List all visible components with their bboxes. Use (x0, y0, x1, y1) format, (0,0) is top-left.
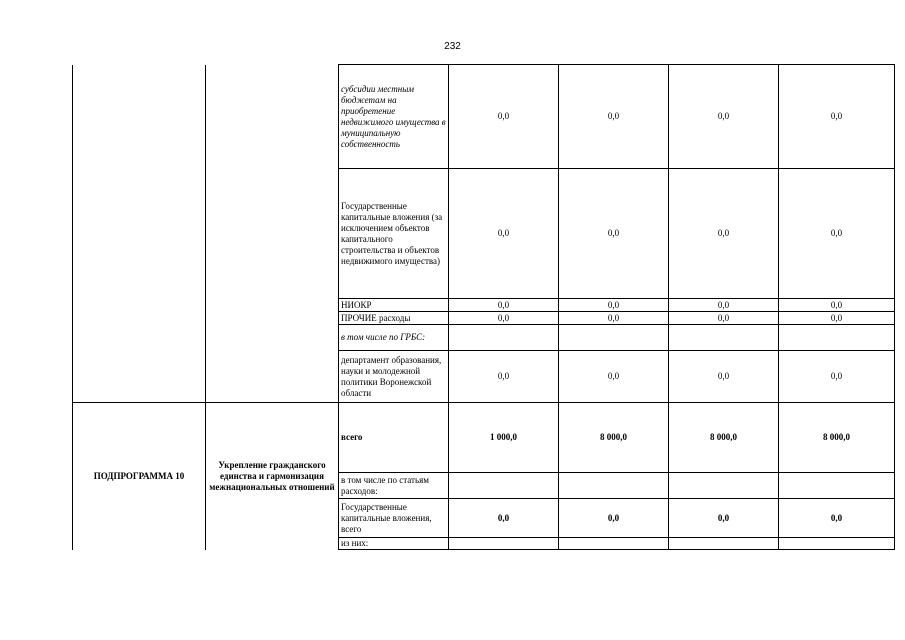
value-cell: 0,0 (669, 299, 779, 312)
row-label: ПРОЧИЕ расходы (339, 312, 449, 325)
value-cell (779, 538, 895, 550)
table-row (73, 403, 895, 473)
value-cell: 0,0 (449, 169, 559, 299)
value-cell: 0,0 (779, 65, 895, 169)
value-cell: 0,0 (669, 169, 779, 299)
value-cell: 0,0 (559, 351, 669, 403)
row-label: Государственные капитальные вложения (за исключением объектов капитального строительства и объектов недвижимого имущества) (339, 169, 449, 299)
value-cell (449, 325, 559, 351)
row-label: всего (339, 403, 449, 473)
subprogram-name: Укрепление гражданского единства и гармонизация межнациональных отношений (206, 403, 339, 550)
value-cell (559, 325, 669, 351)
program-code-cell (73, 65, 206, 403)
value-cell: 0,0 (669, 499, 779, 538)
value-cell: 0,0 (669, 65, 779, 169)
value-cell: 0,0 (449, 299, 559, 312)
value-cell (669, 473, 779, 499)
value-cell (779, 325, 895, 351)
value-cell: 8 000,0 (669, 403, 779, 473)
value-cell: 0,0 (669, 351, 779, 403)
row-label: в том числе по ГРБС: (339, 325, 449, 351)
value-cell (449, 538, 559, 550)
value-cell: 0,0 (779, 312, 895, 325)
budget-table (72, 64, 895, 550)
value-cell: 0,0 (559, 169, 669, 299)
value-cell: 0,0 (779, 169, 895, 299)
value-cell (669, 325, 779, 351)
row-label: Государственные капитальные вложения, всего (339, 499, 449, 538)
value-cell: 0,0 (449, 499, 559, 538)
value-cell: 0,0 (449, 351, 559, 403)
value-cell: 0,0 (779, 351, 895, 403)
program-name-cell (206, 65, 339, 403)
value-cell (559, 473, 669, 499)
value-cell (669, 538, 779, 550)
row-label: из них: (339, 538, 449, 550)
value-cell (449, 473, 559, 499)
value-cell: 8 000,0 (559, 403, 669, 473)
value-cell: 0,0 (559, 299, 669, 312)
value-cell: 0,0 (449, 312, 559, 325)
value-cell: 0,0 (559, 65, 669, 169)
value-cell: 0,0 (559, 312, 669, 325)
value-cell: 0,0 (559, 499, 669, 538)
page-number: 232 (444, 41, 461, 52)
value-cell (779, 473, 895, 499)
subprogram-code: ПОДПРОГРАММА 10 (73, 403, 206, 550)
value-cell: 0,0 (779, 499, 895, 538)
row-label: департамент образования, науки и молодежной политики Воронежской области (339, 351, 449, 403)
row-label: в том числе по статьям расходов: (339, 473, 449, 499)
value-cell: 0,0 (669, 312, 779, 325)
value-cell: 0,0 (449, 65, 559, 169)
value-cell: 1 000,0 (449, 403, 559, 473)
row-label: НИОКР (339, 299, 449, 312)
table-row (73, 65, 895, 169)
value-cell: 0,0 (779, 299, 895, 312)
value-cell: 8 000,0 (779, 403, 895, 473)
row-label: субсидии местным бюджетам на приобретение недвижимого имущества в муниципальную собственность (339, 65, 449, 169)
value-cell (559, 538, 669, 550)
